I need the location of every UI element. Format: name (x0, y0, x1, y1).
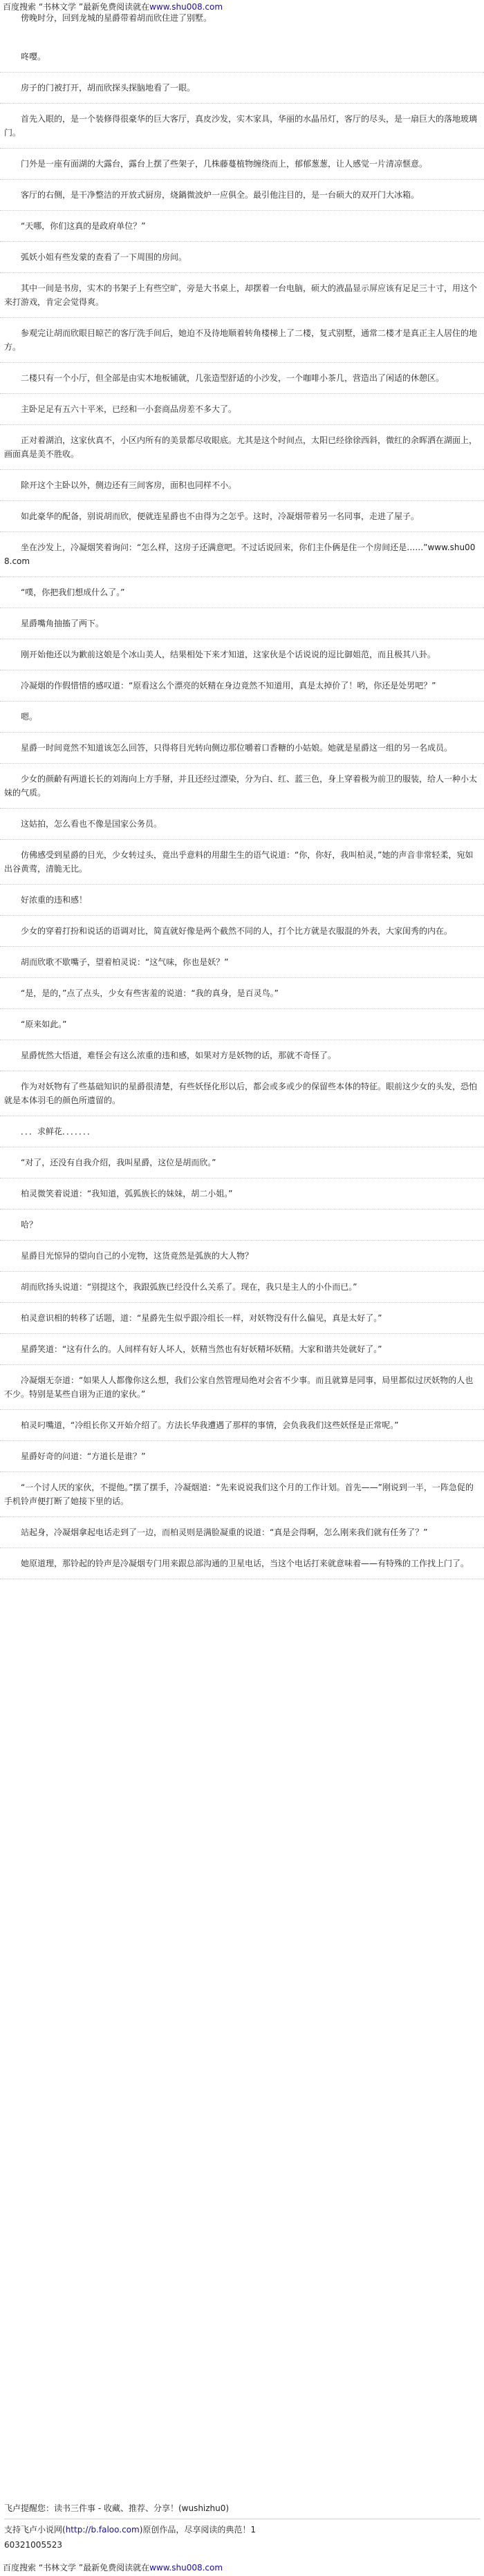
story-paragraph: 星爵目光惊异的望向自己的小宠物，这货竟然是弧族的大人物？ (0, 1241, 484, 1272)
story-paragraph: 除开这个主卧以外，侧边还有三间客房，面积也同样不小。 (0, 470, 484, 501)
banner-url-link[interactable]: www.shu008.com (149, 2563, 223, 2573)
story-paragraph: 坐在沙发上，冷凝烟笑着询问：“怎么样，这房子还满意吧。不过话说回来，你们主仆俩是住一个房间还是……”www.shu008.com (0, 532, 484, 577)
story-paragraph: 咚嘤。 (0, 41, 484, 73)
story-paragraph: 首先入眼的，是一个装修得很豪华的巨大客厅，真皮沙发，实木家具，华丽的水晶吊灯，客厅的尽头，是一扇巨大的落地玻璃门。 (0, 104, 484, 149)
footer-reminder: 飞卢提醒您：读书三件事 - 收藏、推荐、分享！(wushizhu0) (4, 2503, 230, 2513)
story-paragraph: “原来如此。” (0, 1009, 484, 1040)
story-paragraph: ．．．求鲜花．．．．．．． (0, 1116, 484, 1147)
story-paragraph: 刚开始他还以为歉前这娘是个冰山美人，结果相处下来才知道，这家伙是个话说说的逗比御姐范，而且极其八卦。 (0, 639, 484, 670)
story-paragraph: 冷凝烟无奈道：“如果人人都像你这么想，我们公家自然管理局绝对会省不少事。而且就算是同事，局里都似过厌妖物的人也不少。特别是某些自诩为正道的家伙。” (0, 1365, 484, 1410)
footer-site-link[interactable]: http://b.faloo.com (65, 2525, 140, 2535)
story-paragraph: 客厅的右侧，是干净整洁的开放式厨房，烧鍋微波炉一应俱全。最引他注目的，是一台硕大的双开门大冰箱。 (0, 180, 484, 211)
story-paragraph: “对了，还没有自我介绍，我叫星爵，这位是胡而欣。” (0, 1147, 484, 1178)
footer-id: 60321005523 (4, 2540, 62, 2550)
story-paragraph: 仿佛感受到星爵的目光，少女转过头，竟出乎意料的用甜生生的语气说道：“你，你好，我叫柏灵，”她的声音非常轻柔，宛如出谷黄莺，清脆无比。 (0, 840, 484, 885)
story-paragraph: 门外是一座有面湖的大露台，露台上摆了些架子，几株藤蔓植物缠绕而上，郁郁葱葱，让人感觉一片清凉惬意。 (0, 149, 484, 180)
banner-text: 百度搜索 “书林文学 ”最新免费阅读就在 (3, 2563, 150, 2573)
story-paragraph: 柏灵叼嘴道，“冷组长你又开始介绍了。方法长华我遭遇了那样的事情，会负我我们这些妖怪是正常呢。” (0, 1410, 484, 1441)
footer-support-line (4, 2522, 480, 2537)
footer-support-suffix: )原创作品，尽享阅读的典范！1 (139, 2525, 257, 2535)
story-paragraph: 站起身，冷凝烟拿起电话走到了一边，而柏灵则是满脸凝重的说道：“真是会得啊，怎么刚来我们就有任务了？” (0, 1517, 484, 1548)
story-paragraph: 作为对妖物有了些基础知识的星爵很清楚，有些妖怪化形以后，都会或多或少的保留些本体的特征。眼前这少女的头发，恐怕就是本体羽毛的颜色所遗留的。 (0, 1071, 484, 1116)
story-paragraph: 如此豪华的配备，别说胡而欣，便就连星爵也不由得为之怎乎。这时，冷凝烟带着另一名同事，走进了屋子。 (0, 501, 484, 532)
story-paragraph: “天哪，你们这真的是政府单位？” (0, 211, 484, 242)
chapter-footer (4, 2501, 480, 2553)
story-paragraph: 正对着湖泊，这家伙真不，小区内所有的美景都尽收眼底。尤其是这个时间点，太阳已经徐徐西斜，微红的余晖洒在湖面上，画面真是美不胜收。 (0, 425, 484, 470)
story-paragraph: “一个讨人厌的家伙，不提他。”摆了摆手，冷凝烟道：“先来说说我们这个月的工作计划。首先——”刚说到一半，一阵急促的手机铃声便打断了她接下里的话。 (0, 1472, 484, 1517)
story-paragraph: 冷凝烟的作假惜惜的感叹道：“原看这么个漂亮的妖精在身边竟然不知道用，真是太掉价了！哟，你还是处男吧？” (0, 670, 484, 702)
footer-support-prefix: 支持飞卢小说网( (4, 2525, 66, 2535)
story-paragraph: “噗，你把我们想成什么了。” (0, 577, 484, 608)
story-paragraph: 胡而欣歌不歇嘴子，望着柏灵说：“这气味，你也是妖？” (0, 947, 484, 978)
story-paragraph: 弧妖小姐有些发蒙的查看了一下周围的房间。 (0, 242, 484, 273)
story-paragraph: 她原道理，那铃起的铃声是冷凝烟专门用来跟总部沟通的卫星电话，当这个电话打来就意味着——有特殊的工作找上门了。 (0, 1548, 484, 1579)
story-paragraph: 星爵一时间竟然不知道该怎么回答，只得将目光转向侧边那位嚼着口香糖的小姑娘。她就是星爵这一组的另一名成员。 (0, 733, 484, 764)
story-paragraph: 这姑拍，怎么看也不像是国家公务员。 (0, 809, 484, 840)
banner-url-link[interactable]: www.shu008.com (149, 2, 223, 12)
story-paragraph: 少女的颜齡有两道长长的刘海向上方手掰，并且还经过漂染，分为白、红、蓝三色，身上穿着极为前卫的服装，给人一种小太妹的气质。 (0, 764, 484, 809)
story-paragraph: “是，是的，”点了点头，少女有些害羞的说道：“我的真身，是百灵鸟。” (0, 978, 484, 1009)
story-paragraph: 其中一间是书房，实木的书架子上有些空旷，旁是大书桌上，却摆着一台电脑，硕大的液晶显示屏应该有足足三十寸，用这个来打游戏，肯定会觉得爽。 (0, 273, 484, 318)
story-paragraph: 哈？ (0, 1210, 484, 1241)
story-paragraph: 房子的门被打开，胡而欣探头探脑地看了一眼。 (0, 73, 484, 104)
story-paragraph: 嗯。 (0, 702, 484, 733)
story-paragraph: 柏灵意识相的转移了话题，道：“星爵先生似乎跟冷组长一样，对妖物没有什么偏见，真是太好了。” (0, 1303, 484, 1334)
banner-text: 百度搜索 “书林文学 ”最新免费阅读就在 (3, 2, 150, 12)
chapter-content (0, 41, 484, 1579)
story-paragraph: 二楼只有一个小厅，但全部是由实木地板铺就，几张造型舒适的小沙发，一个咖啡小茶几，营造出了闲适的休憩区。 (0, 363, 484, 394)
story-paragraph: 星爵恍然大悟道，难怪会有这么浓重的违和感，如果对方是妖物的话，那就不奇怪了。 (0, 1040, 484, 1071)
story-paragraph: 胡而欣扬头说道：“别提这个，我跟弧族已经没什么关系了。现在，我只是主人的小仆而已。” (0, 1272, 484, 1303)
story-paragraph: 柏灵微笑着说道：“我知道，弧狐族长的妹妹，胡二小姐。” (0, 1178, 484, 1210)
story-paragraph: 主卧足足有五六十平米，已经和一小套商品房差不多大了。 (0, 394, 484, 425)
bottom-search-banner (3, 2562, 223, 2573)
story-paragraph: 星爵好奇的问道：“方道长是谁？” (0, 1441, 484, 1472)
opening-line: 傍晚时分，回到龙城的星爵带着胡而欣住进了别墅。 (21, 13, 212, 23)
story-paragraph: 星爵嘴角抽搐了两下。 (0, 608, 484, 639)
story-paragraph: 星爵笑道：“这有什么的。人间样有好人坏人，妖精当然也有好妖精坏妖精。大家和谐共处就好了。” (0, 1334, 484, 1365)
story-paragraph: 参观完让胡而欣眼目晾芒的客厅洗手间后，她迫不及待地顺着转角楼梯上了二楼，复式别墅，通常二楼才是真正主人居住的地方。 (0, 318, 484, 363)
story-paragraph: 好浓重的违和感！ (0, 885, 484, 916)
story-paragraph: 少女的穿着打扮和说话的语调对比，简直就好像是两个截然不同的人，打个比方就是衣服混的外表，大家闺秀的内在。 (0, 916, 484, 947)
top-search-banner (3, 1, 223, 12)
